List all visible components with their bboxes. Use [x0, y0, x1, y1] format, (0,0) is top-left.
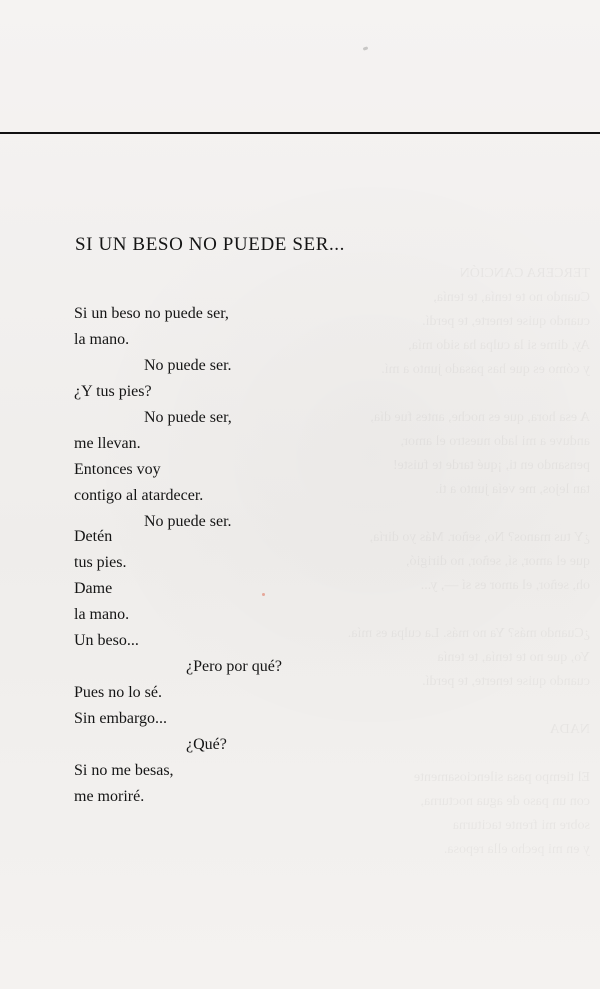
stanza-2-line: Detén: [74, 528, 113, 545]
stanza-1-line: No puede ser,: [144, 409, 232, 426]
stanza-2: [74, 524, 282, 810]
stanza-2-line: Un beso...: [74, 632, 139, 649]
stanza-2-line: tus pies.: [74, 554, 127, 571]
stanza-1-line: me llevan.: [74, 435, 141, 452]
stanza-2-line: la mano.: [74, 606, 130, 623]
stanza-1-line: Si un beso no puede ser,: [74, 305, 229, 322]
stanza-1-line: Entonces voy: [74, 461, 161, 478]
top-rule: [0, 132, 600, 134]
stanza-2-line: Sin embargo...: [74, 710, 168, 727]
stanza-1-line: No puede ser.: [144, 513, 232, 530]
stanza-2-line: Si no me besas,: [74, 762, 174, 779]
stanza-2-line: me moriré.: [74, 788, 145, 805]
stanza-2-line: Dame: [74, 580, 113, 597]
stanza-1-line: ¿Y tus pies?: [74, 383, 152, 400]
stanza-1: [74, 301, 232, 535]
stanza-2-line: ¿Pero por qué?: [186, 658, 282, 675]
stanza-1-line: contigo al atardecer.: [74, 487, 204, 504]
poem-title: SI UN BESO NO PUEDE SER...: [75, 234, 346, 255]
stanza-2-line: Pues no lo sé.: [74, 684, 162, 701]
stanza-1-line: la mano.: [74, 331, 130, 348]
page-mark: [363, 46, 369, 51]
stanza-2-line: ¿Qué?: [186, 736, 227, 753]
stanza-1-line: No puede ser.: [144, 357, 232, 374]
show-through-text: TERCERA CANCIÓN Cuando no te tenía, te tenía, cuando quise tenerte, te perdí. Ay, dime si la culpa ha sido mía, y cómo es que has pasado junto a mí. A esa hora, que es noche, antes fue día, anduve a mi lado nuestro el amor, pensando en ti, ¡qué tarde te fuiste! tan lejos, me veía junto a ti. ¿Y tus manos? No, señor. Más yo diría, que el amor, sí, señor, no dirigió, oh, señor, el amor es sí —, y... ¿Cuando más? Ya no más. La culpa es mía. Yo, que no te tenía, te tenía cuando quise tenerte, te perdí. NADA El tiempo pasa silenciosamente con un paso de agua nocturna, sobre mi frente taciturna y en mi pecho ella reposa.: [347, 266, 590, 857]
